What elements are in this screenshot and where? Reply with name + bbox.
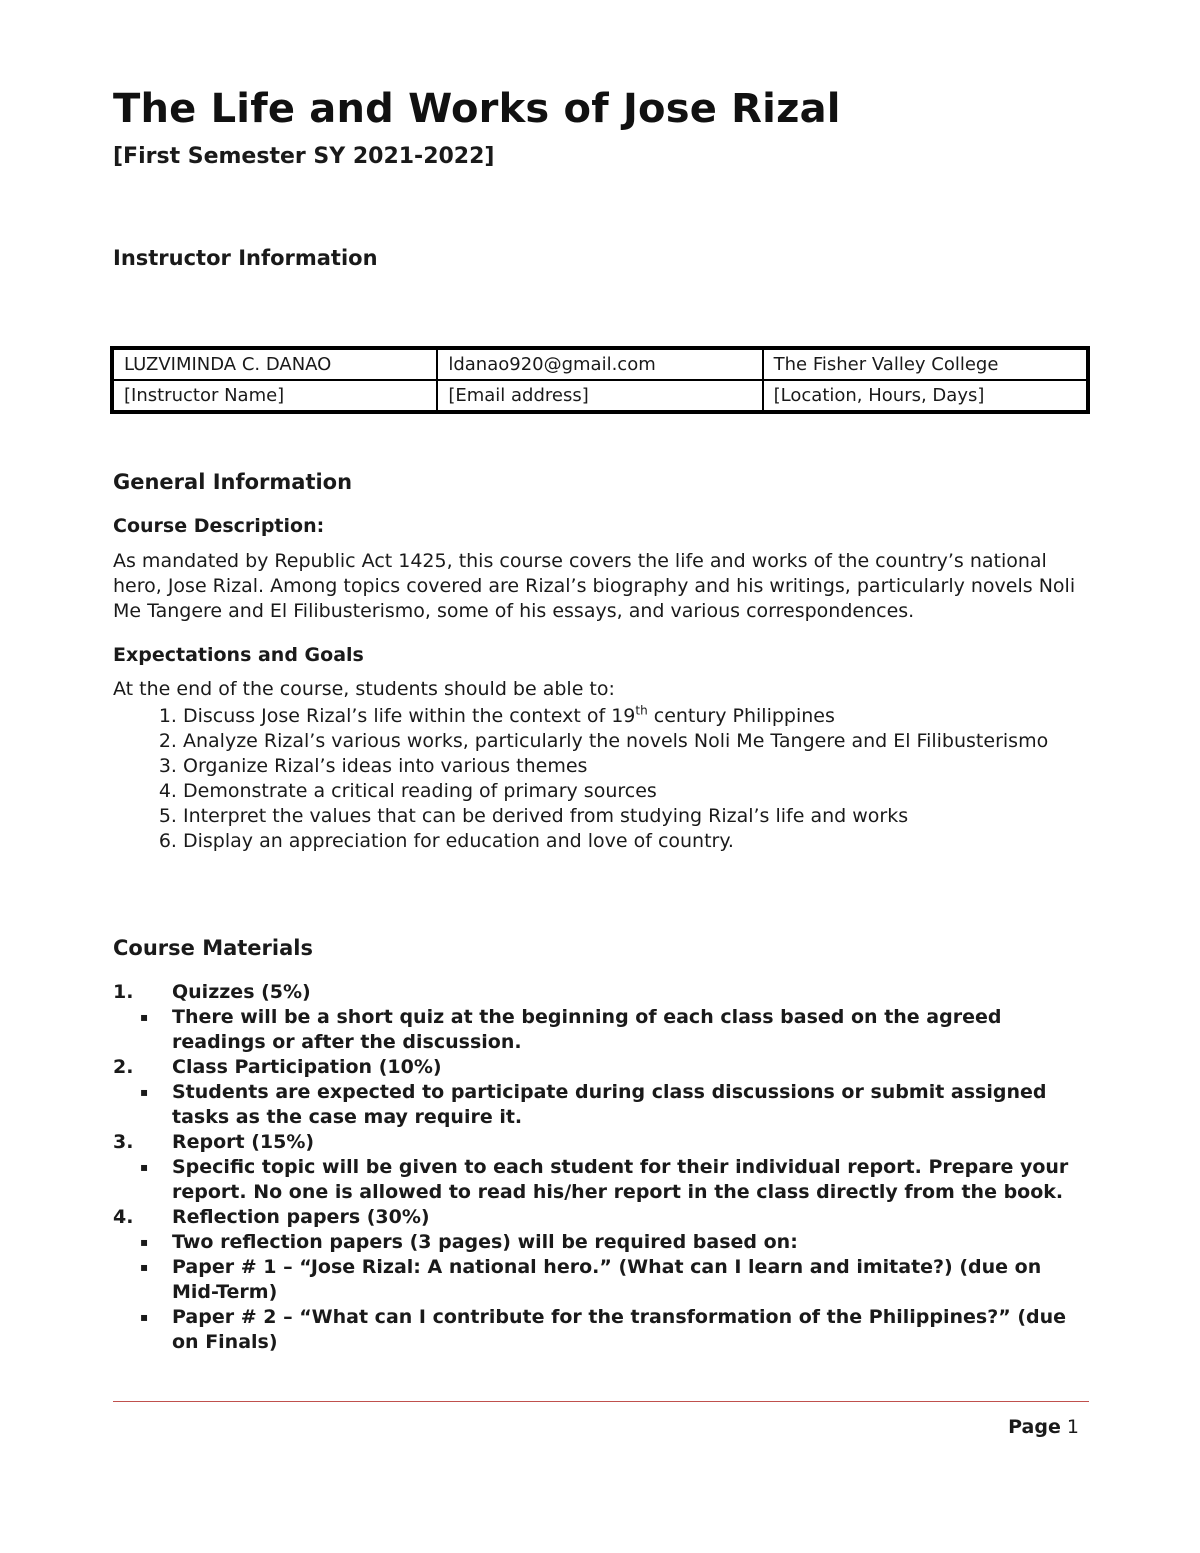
material-item [113,1055,1078,1080]
goal-text: Demonstrate a critical reading of primary sources [183,780,657,802]
instructor-heading: Instructor Information [113,246,378,270]
material-bullet [113,1230,1078,1255]
goal-text-end: century Philippines [647,705,835,727]
goal-text: Analyze Rizal’s various works, particularly the novels Noli Me Tangere and El Filibusterismo [183,730,1049,752]
page-number [1008,1416,1079,1438]
bullet-icon: ▪ [140,1010,149,1024]
table-row [112,380,1088,412]
instructor-email-placeholder: [Email address] [437,380,762,412]
material-bullet [113,1080,1078,1130]
page-label: Page [1008,1416,1061,1438]
instructor-email-cell: ldanao920@gmail.com [437,348,762,380]
material-bullet-text: Paper # 1 – “Jose Rizal: A national hero.” (What can I learn and imitate?) (due on Mid-Term) [172,1256,1042,1303]
material-label: Class Participation (10%) [172,1056,442,1078]
instructor-name-placeholder: [Instructor Name] [112,380,437,412]
goal-item [183,704,1083,729]
material-bullet-text: Two reflection papers (3 pages) will be required based on: [172,1231,798,1253]
goal-item [183,829,1083,854]
course-materials-heading: Course Materials [113,936,313,960]
course-description: As mandated by Republic Act 1425, this course covers the life and works of the country’s national hero, Jose Rizal. Among topics covered are Rizal’s biography and his writings, particularly novels Noli Me Tangere and El Filibusterismo, some of his essays, and various correspondences. [113,550,1076,622]
course-description-heading: Course Description: [113,515,325,537]
bullet-icon: ▪ [140,1085,149,1099]
goal-superscript: th [635,703,648,718]
page-number-value: 1 [1066,1416,1079,1438]
expectations-heading: Expectations and Goals [113,644,364,666]
goal-text: Interpret the values that can be derived from studying Rizal’s life and works [183,805,909,827]
goal-text: Discuss Jose Rizal’s life within the context of 19 [183,705,636,727]
material-label: Reflection papers (30%) [172,1206,430,1228]
material-bullet [113,1005,1078,1055]
material-bullet [113,1305,1078,1355]
material-label: Quizzes (5%) [172,981,311,1003]
material-bullet-text: Students are expected to participate during class discussions or submit assigned tasks as the case may require it. [172,1081,1047,1128]
material-item [113,1130,1078,1155]
bullet-icon: ▪ [140,1310,149,1324]
course-materials-list [113,980,1078,1355]
instructor-location-placeholder: [Location, Hours, Days] [763,380,1088,412]
material-bullet-text: Specific topic will be given to each student for their individual report. Prepare your report. No one is allowed to read his/her report in the class directly from the book. [172,1156,1069,1203]
material-item [113,1205,1078,1230]
instructor-table [110,346,1090,414]
material-item [113,980,1078,1005]
material-number: 4. [113,1206,134,1228]
footer-rule [113,1401,1089,1402]
goal-text: Organize Rizal’s ideas into various themes [183,755,588,777]
material-bullet [113,1255,1078,1305]
material-bullet-text: There will be a short quiz at the beginning of each class based on the agreed readings or after the discussion. [172,1006,1002,1053]
semester-subtitle: [First Semester SY 2021-2022] [113,144,495,169]
expectations-intro: At the end of the course, students should be able to: [113,678,615,700]
material-label: Report (15%) [172,1131,315,1153]
general-info-heading: General Information [113,470,353,494]
document-page [113,0,1089,1553]
goal-item [183,729,1083,754]
material-number: 2. [113,1056,134,1078]
instructor-location-cell: The Fisher Valley College [763,348,1088,380]
goals-list [113,704,1083,854]
goal-item [183,804,1083,829]
goal-text: Display an appreciation for education and love of country. [183,830,734,852]
bullet-icon: ▪ [140,1260,149,1274]
material-bullet-text: Paper # 2 – “What can I contribute for the transformation of the Philippines?” (due on Finals) [172,1306,1067,1353]
document-title: The Life and Works of Jose Rizal [113,86,841,132]
table-row [112,348,1088,380]
bullet-icon: ▪ [140,1235,149,1249]
bullet-icon: ▪ [140,1160,149,1174]
instructor-name-cell: LUZVIMINDA C. DANAO [112,348,437,380]
goal-item [183,779,1083,804]
goal-item [183,754,1083,779]
material-bullet [113,1155,1078,1205]
material-number: 3. [113,1131,134,1153]
material-number: 1. [113,981,134,1003]
